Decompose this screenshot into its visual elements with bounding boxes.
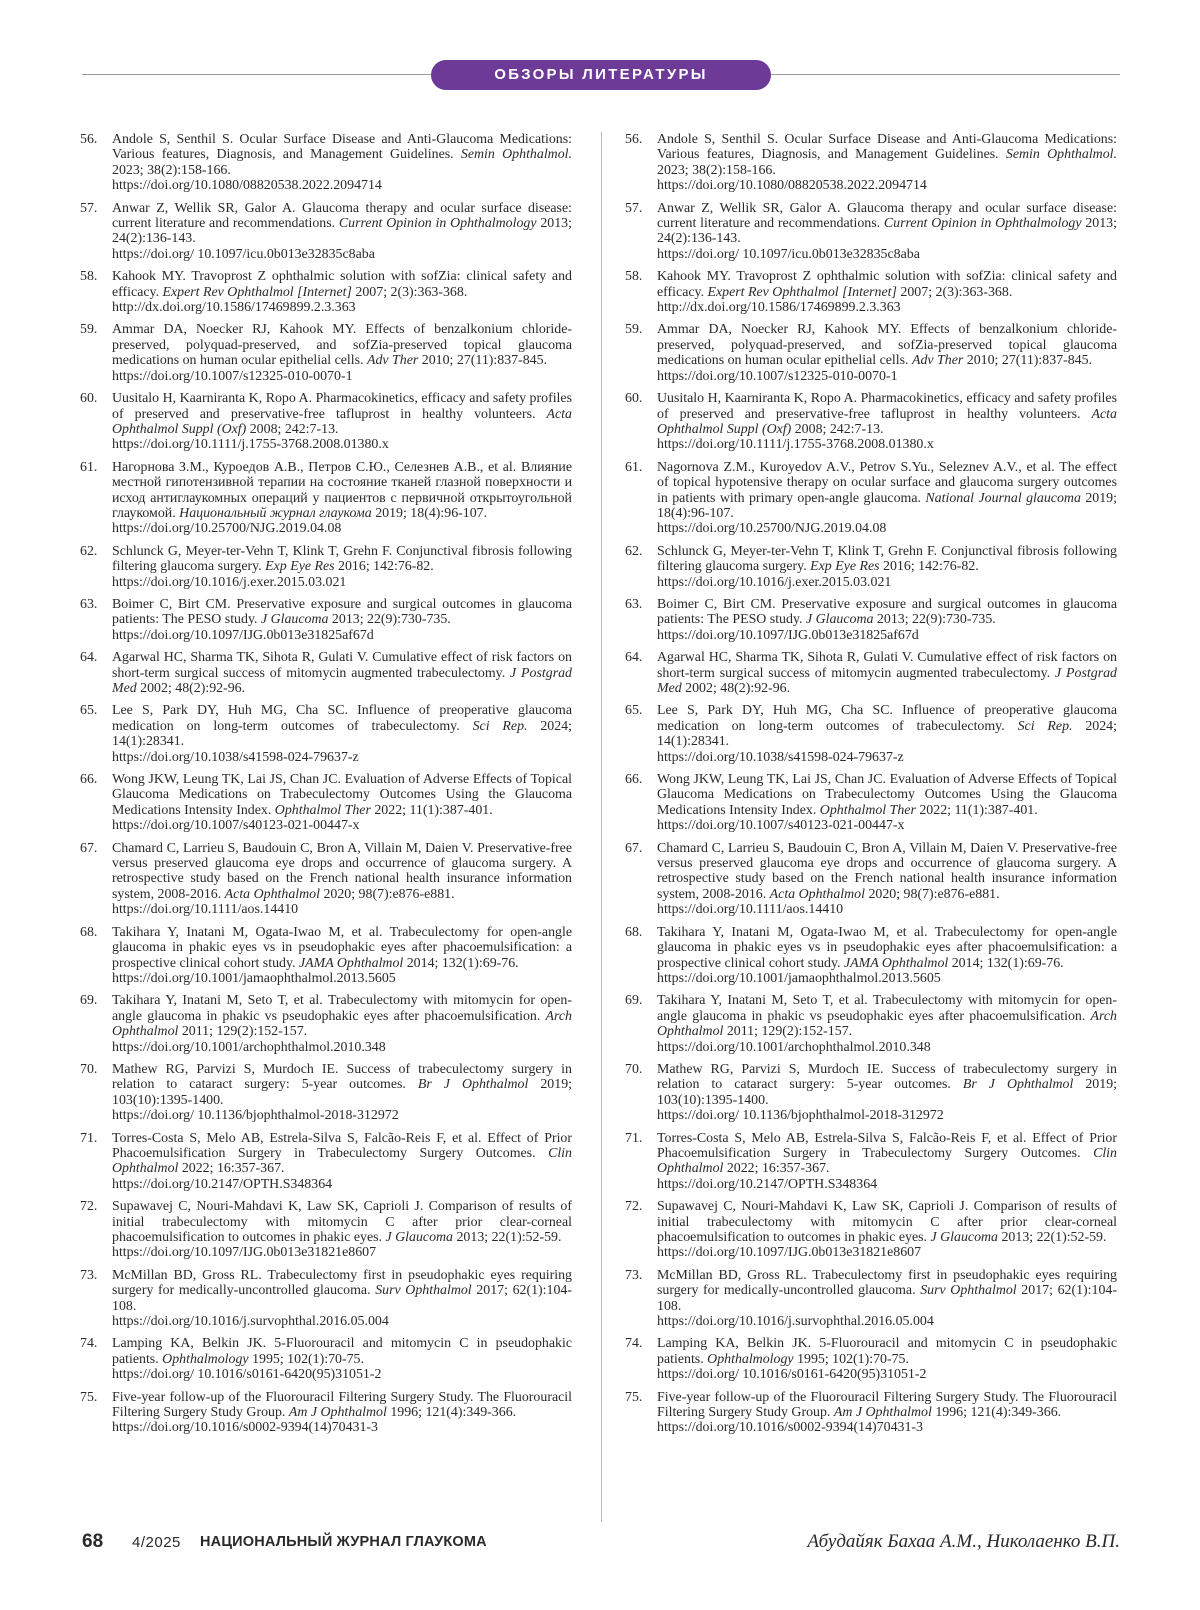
- reference-text: [657, 1268, 1117, 1330]
- reference-segment: Boimer C, Birt CM. Preservative exposure and surgical outcomes in glaucoma patients: The PESO study.: [657, 596, 1117, 628]
- reference-segment: 2020; 98(7):e876-e881.: [319, 886, 455, 902]
- reference-segment: 2008; 242:7-13.: [791, 421, 884, 437]
- reference-item: [80, 1268, 572, 1330]
- reference-segment: Uusitalo H, Kaarniranta K, Ropo A. Pharmacokinetics, efficacy and safety profiles of preserved and preservative-free tafluprost in healthy volunteers.: [657, 391, 1117, 422]
- doi-link[interactable]: https://doi.org/ 10.1097/icu.0b013e32835c8aba: [112, 246, 375, 262]
- reference-item: [80, 1131, 572, 1193]
- doi-link[interactable]: https://doi.org/10.1038/s41598-024-79637-z: [657, 749, 904, 765]
- doi-link[interactable]: https://doi.org/10.1097/IJG.0b013e31825af67d: [657, 627, 919, 643]
- reference-segment: Takihara Y, Inatani M, Ogata-Iwao M, et al. Trabeculectomy for open-angle glaucoma in phakic eyes vs in pseudophakic eyes after phacoemulsification: a prospective clinical cohort study.: [657, 924, 1117, 971]
- reference-text: [112, 703, 572, 765]
- journal-title: J Glaucoma: [805, 612, 874, 628]
- reference-text: [112, 460, 572, 537]
- reference-text: [112, 1390, 572, 1436]
- reference-item: [80, 703, 572, 765]
- journal-title: National Journal glaucoma: [925, 490, 1081, 506]
- reference-item: [625, 772, 1117, 834]
- reference-item: [80, 1390, 572, 1436]
- reference-segment: Mathew RG, Parvizi S, Murdoch IE. Success of trabeculectomy surgery in relation to cataract surgery: 5-year outcomes.: [657, 1061, 1117, 1093]
- reference-segment: 1996; 121(4):349-366.: [931, 1405, 1062, 1421]
- journal-title: Arch Ophthalmol: [657, 1008, 1117, 1040]
- reference-segment: Lee S, Park DY, Huh MG, Cha SC. Influence of preoperative glaucoma medication on long-term outcomes of trabeculectomy.: [112, 703, 572, 734]
- reference-text: [657, 391, 1117, 453]
- doi-link[interactable]: https://doi.org/10.1038/s41598-024-79637-z: [112, 749, 359, 765]
- doi-link[interactable]: https://doi.org/10.1111/j.1755-3768.2008.01380.x: [112, 437, 389, 453]
- reference-segment: Chamard C, Larrieu S, Baudouin C, Bron A, Villain M, Daien V. Preservative-free versus preserved glaucoma eye drops and occurrence of glaucoma surgery. A retrospective study based on the French national health insurance information system, 2008-2016.: [657, 840, 1117, 902]
- reference-segment: 2002; 48(2):92-96.: [681, 681, 791, 696]
- journal-title: Am J Ophthalmol: [288, 1405, 387, 1421]
- reference-segment: 2020; 98(7):e876-e881.: [864, 886, 1000, 902]
- reference-segment: 2022; 11(1):387-401.: [370, 802, 493, 818]
- reference-segment: 1995; 102(1):70-75.: [248, 1351, 364, 1367]
- page-footer: [82, 1531, 1120, 1557]
- reference-segment: 2019; 103(10):1395-1400.: [112, 1077, 573, 1108]
- reference-segment: 2014; 132(1):69-76.: [948, 955, 1064, 971]
- reference-text: [112, 322, 572, 384]
- reference-text: [112, 993, 572, 1055]
- reference-text: [112, 841, 572, 918]
- reference-item: [625, 650, 1117, 696]
- doi-link[interactable]: https://doi.org/ 10.1016/s0161-6420(95)31051-2: [657, 1367, 927, 1383]
- journal-title: JAMA Ophthalmol: [298, 955, 404, 971]
- journal-title: Br J Ophthalmol: [962, 1077, 1074, 1093]
- journal-title: Expert Rev Ophthalmol [Internet]: [707, 284, 897, 300]
- journal-title: Acta Ophthalmol: [224, 886, 320, 902]
- journal-title: Arch Ophthalmol: [112, 1008, 572, 1040]
- doi-link[interactable]: https://doi.org/ 10.1016/s0161-6420(95)31051-2: [112, 1367, 382, 1383]
- reference-segment: 2017; 62(1):104-108.: [112, 1283, 572, 1314]
- journal-title: Ophthalmol Ther: [819, 802, 916, 818]
- reference-segment: 2010; 27(11):837-845.: [963, 353, 1093, 369]
- reference-number: 73.: [625, 1267, 643, 1283]
- doi-link[interactable]: https://doi.org/10.1016/j.exer.2015.03.021: [112, 574, 347, 590]
- reference-number: 64.: [80, 650, 98, 666]
- reference-item: [625, 993, 1117, 1055]
- reference-number: 64.: [625, 650, 643, 666]
- reference-segment: 2013; 22(1):52-59.: [453, 1230, 562, 1245]
- reference-segment: 2019; 103(10):1395-1400.: [657, 1077, 1118, 1108]
- reference-text: [112, 925, 572, 987]
- reference-number: 67.: [80, 840, 98, 856]
- reference-number: 63.: [625, 596, 643, 612]
- reference-number: 59.: [625, 322, 643, 338]
- reference-item: [625, 269, 1117, 315]
- reference-text: [657, 772, 1117, 834]
- reference-segment: 2024; 14(1):28341.: [657, 718, 1117, 750]
- reference-number: 72.: [625, 1199, 643, 1215]
- doi-link[interactable]: https://doi.org/10.1097/IJG.0b013e31825af67d: [112, 627, 374, 643]
- reference-item: [80, 132, 572, 194]
- reference-number: 60.: [80, 391, 98, 407]
- reference-item: [80, 1336, 572, 1382]
- doi-link[interactable]: https://doi.org/ 10.1136/bjophthalmol-2018-312972: [112, 1108, 399, 1124]
- reference-number: 67.: [625, 840, 643, 856]
- reference-segment: 2007; 2(3):363-368.: [351, 284, 468, 300]
- doi-link[interactable]: https://doi.org/10.1097/IJG.0b013e31821e8607: [657, 1245, 922, 1261]
- column-divider: [601, 132, 602, 1522]
- reference-segment: Boimer C, Birt CM. Preservative exposure and surgical outcomes in glaucoma patients: The PESO study.: [112, 596, 572, 628]
- journal-title: J Glaucoma: [930, 1230, 999, 1245]
- reference-text: [657, 925, 1117, 987]
- journal-title: Adv Ther: [911, 353, 964, 369]
- reference-text: [657, 132, 1117, 194]
- reference-item: [625, 1336, 1117, 1382]
- reference-number: 72.: [80, 1199, 98, 1215]
- reference-number: 60.: [625, 391, 643, 407]
- reference-text: [112, 201, 572, 263]
- doi-link[interactable]: https://doi.org/10.1111/j.1755-3768.2008.01380.x: [657, 437, 934, 453]
- section-title-badge: ОБЗОРЫ ЛИТЕРАТУРЫ: [431, 60, 771, 90]
- reference-text: [112, 772, 572, 834]
- doi-link[interactable]: https://doi.org/ 10.1097/icu.0b013e32835c8aba: [657, 246, 920, 262]
- reference-number: 66.: [80, 772, 98, 788]
- reference-segment: 2013; 22(9):730-735.: [873, 612, 996, 628]
- doi-link[interactable]: https://doi.org/10.1111/aos.14410: [112, 902, 299, 918]
- reference-segment: Torres-Costa S, Melo AB, Estrela-Silva S, Falcão-Reis F, et al. Effect of Prior Phacoemulsification Surgery in Trabeculectomy Surgery Outcomes.: [657, 1130, 1117, 1161]
- reference-segment: Andole S, Senthil S. Ocular Surface Disease and Anti-Glaucoma Medications: Various features, Diagnosis, and Management Guidelines.: [657, 132, 1117, 163]
- doi-link[interactable]: https://doi.org/10.25700/NJG.2019.04.08: [657, 521, 887, 537]
- reference-item: [80, 544, 572, 590]
- reference-item: [625, 322, 1117, 384]
- reference-segment: Andole S, Senthil S. Ocular Surface Disease and Anti-Glaucoma Medications: Various features, Diagnosis, and Management Guidelines.: [112, 132, 572, 163]
- doi-link[interactable]: https://doi.org/10.1007/s40123-021-00447-x: [112, 818, 360, 834]
- reference-item: [80, 460, 572, 537]
- reference-text: [112, 597, 572, 643]
- reference-number: 57.: [625, 200, 643, 216]
- reference-number: 61.: [625, 459, 643, 475]
- journal-title: Semin Ophthalmol.: [1005, 147, 1117, 163]
- reference-segment: Lee S, Park DY, Huh MG, Cha SC. Influence of preoperative glaucoma medication on long-term outcomes of trabeculectomy.: [657, 703, 1117, 734]
- reference-number: 62.: [80, 543, 98, 559]
- reference-segment: 2024; 14(1):28341.: [112, 718, 572, 750]
- reference-segment: 2019; 18(4):96-107.: [371, 505, 488, 521]
- journal-title: Am J Ophthalmol: [833, 1405, 932, 1421]
- reference-number: 56.: [625, 132, 643, 147]
- reference-segment: Anwar Z, Wellik SR, Galor A. Glaucoma therapy and ocular surface disease: current literature and recommendations.: [112, 200, 572, 232]
- reference-segment: Wong JKW, Leung TK, Lai JS, Chan JC. Evaluation of Adverse Effects of Topical Glaucoma Medications on Trabeculectomy Outcomes Using the Glaucoma Medications Intensity Index.: [112, 772, 572, 818]
- references-column-russian: [80, 132, 572, 1443]
- journal-title: Ophthalmology: [707, 1351, 794, 1367]
- reference-text: [657, 201, 1117, 263]
- reference-number: 66.: [625, 772, 643, 788]
- journal-title: JAMA Ophthalmol: [843, 955, 949, 971]
- journal-title: Exp Eye Res: [810, 559, 880, 575]
- reference-segment: 2007; 2(3):363-368.: [896, 284, 1013, 300]
- journal-title: J Postgrad Med: [112, 665, 572, 696]
- reference-item: [625, 597, 1117, 643]
- doi-link[interactable]: https://doi.org/10.1097/IJG.0b013e31821e8607: [112, 1245, 377, 1261]
- journal-title: Acta Ophthalmol: [769, 886, 865, 902]
- reference-text: [657, 460, 1117, 537]
- reference-segment: 2008; 242:7-13.: [246, 421, 339, 437]
- reference-item: [625, 925, 1117, 987]
- reference-number: 57.: [80, 200, 98, 216]
- doi-link[interactable]: https://doi.org/10.1007/s40123-021-00447-x: [657, 818, 905, 834]
- reference-segment: Agarwal HC, Sharma TK, Sihota R, Gulati V. Cumulative effect of risk factors on short-term surgical success of mitomycin augmented trabeculectomy.: [112, 650, 572, 681]
- reference-segment: Ammar DA, Noecker RJ, Kahook MY. Effects of benzalkonium chloride-preserved, polyquad-preserved, and sofZia-preserved topical glaucoma medications on human ocular epithelial cells.: [112, 322, 572, 369]
- reference-segment: Five-year follow-up of the Fluorouracil Filtering Surgery Study. The Fluorouracil Filtering Surgery Study Group.: [112, 1389, 572, 1421]
- reference-number: 65.: [625, 703, 643, 719]
- reference-segment: McMillan BD, Gross RL. Trabeculectomy first in pseudophakic eyes requiring surgery for medically-uncontrolled glaucoma.: [657, 1267, 1117, 1299]
- reference-number: 69.: [625, 993, 643, 1009]
- journal-title: Ophthalmol Ther: [274, 802, 371, 818]
- reference-number: 74.: [625, 1336, 643, 1352]
- reference-item: [625, 1062, 1117, 1124]
- reference-segment: 2013; 24(2):136-143.: [657, 216, 1117, 247]
- reference-segment: 2014; 132(1):69-76.: [403, 955, 519, 971]
- reference-segment: Anwar Z, Wellik SR, Galor A. Glaucoma therapy and ocular surface disease: current literature and recommendations.: [657, 200, 1117, 232]
- reference-number: 73.: [80, 1267, 98, 1283]
- reference-item: [625, 1199, 1117, 1261]
- reference-item: [80, 650, 572, 696]
- reference-text: [112, 1336, 572, 1382]
- reference-number: 71.: [625, 1130, 643, 1146]
- doi-link[interactable]: https://doi.org/10.1016/j.survophthal.2016.05.004: [112, 1314, 389, 1330]
- reference-item: [625, 841, 1117, 918]
- reference-text: [112, 1062, 572, 1124]
- reference-text: [112, 391, 572, 453]
- doi-link[interactable]: https://doi.org/10.25700/NJG.2019.04.08: [112, 521, 342, 537]
- journal-title: Национальный журнал глаукома: [179, 505, 372, 521]
- reference-number: 75.: [80, 1389, 98, 1405]
- reference-segment: 2023; 38(2):158-166.: [112, 162, 231, 178]
- reference-segment: 2013; 22(1):52-59.: [998, 1230, 1107, 1245]
- reference-segment: 2013; 24(2):136-143.: [112, 216, 572, 247]
- reference-item: [625, 201, 1117, 263]
- reference-segment: Kahook MY. Travoprost Z ophthalmic solution with sofZia: clinical safety and efficacy.: [657, 269, 1117, 300]
- reference-segment: Takihara Y, Inatani M, Seto T, et al. Trabeculectomy with mitomycin for open-angle glaucoma in phakic vs pseudophakic eyes after phacoemulsification.: [657, 993, 1117, 1024]
- reference-segment: Нагорнова З.М., Куроедов А.В., Петров С.Ю., Селезнев А.В., et al. Влияние местной гипотензивной терапии на состояние тканей глазной поверхности и исход антиглаукомных операций у пациентов с первичной открытоугольной глаукомой.: [112, 459, 572, 521]
- reference-segment: 2019; 18(4):96-107.: [657, 490, 1117, 521]
- reference-segment: Supawavej C, Nouri-Mahdavi K, Law SK, Caprioli J. Comparison of results of initial trabeculectomy with mitomycin C after prior clear-corneal phacoemulsification to outcomes in phakic eyes.: [112, 1199, 572, 1245]
- doi-link[interactable]: https://doi.org/10.1016/s0002-9394(14)70431-3: [657, 1420, 923, 1436]
- page-number: 68: [82, 1531, 104, 1552]
- doi-link[interactable]: https://doi.org/10.1016/j.survophthal.2016.05.004: [657, 1314, 934, 1330]
- journal-title: Surv Ophthalmol: [375, 1283, 472, 1299]
- issue-number: 4/2025: [132, 1534, 181, 1551]
- journal-title: Acta Ophthalmol Suppl (Oxf): [112, 406, 572, 437]
- doi-link[interactable]: https://doi.org/10.1001/jamaophthalmol.2013.5605: [112, 970, 396, 986]
- journal-title: Surv Ophthalmol: [920, 1283, 1017, 1299]
- reference-item: [80, 201, 572, 263]
- doi-link[interactable]: http://dx.doi.org/10.1586/17469899.2.3.363: [112, 300, 356, 316]
- reference-number: 68.: [80, 924, 98, 940]
- reference-number: 74.: [80, 1336, 98, 1352]
- reference-text: [657, 703, 1117, 765]
- reference-item: [625, 132, 1117, 194]
- reference-number: 71.: [80, 1130, 98, 1146]
- reference-item: [625, 544, 1117, 590]
- journal-title: Clin Ophthalmol: [112, 1145, 572, 1177]
- journal-title: J Glaucoma: [260, 612, 329, 628]
- reference-segment: 2022; 16:357-367.: [723, 1161, 830, 1177]
- reference-segment: Schlunck G, Meyer-ter-Vehn T, Klink T, Grehn F. Conjunctival fibrosis following filtering glaucoma surgery.: [657, 543, 1117, 575]
- reference-item: [80, 322, 572, 384]
- journal-title: Current Opinion in Ophthalmology: [883, 216, 1082, 232]
- reference-text: [112, 650, 572, 696]
- reference-text: [657, 1131, 1117, 1193]
- reference-segment: Wong JKW, Leung TK, Lai JS, Chan JC. Evaluation of Adverse Effects of Topical Glaucoma Medications on Trabeculectomy Outcomes Using the Glaucoma Medications Intensity Index.: [657, 772, 1117, 818]
- reference-text: [112, 1131, 572, 1193]
- reference-item: [625, 391, 1117, 453]
- reference-segment: 2002; 48(2):92-96.: [136, 681, 246, 696]
- reference-item: [80, 1199, 572, 1261]
- journal-title: Clin Ophthalmol: [657, 1145, 1117, 1177]
- reference-text: [657, 269, 1117, 315]
- reference-text: [112, 544, 572, 590]
- reference-segment: 2011; 129(2):152-157.: [723, 1024, 853, 1040]
- doi-link[interactable]: https://doi.org/10.1111/aos.14410: [657, 902, 844, 918]
- journal-title: Expert Rev Ophthalmol [Internet]: [162, 284, 352, 300]
- reference-number: 58.: [80, 269, 98, 285]
- reference-segment: Ammar DA, Noecker RJ, Kahook MY. Effects of benzalkonium chloride-preserved, polyquad-preserved, and sofZia-preserved topical glaucoma medications on human ocular epithelial cells.: [657, 322, 1117, 369]
- doi-link[interactable]: http://dx.doi.org/10.1586/17469899.2.3.363: [657, 300, 901, 316]
- reference-segment: Nagornova Z.M., Kuroyedov A.V., Petrov S.Yu., Seleznev A.V., et al. The effect of topical hypotensive therapy on ocular surface and glaucoma surgery outcomes in patients with primary open-angle glaucoma.: [657, 459, 1117, 506]
- reference-segment: Lamping KA, Belkin JK. 5-Fluorouracil and mitomycin C in pseudophakic patients.: [112, 1336, 572, 1367]
- reference-number: 58.: [625, 269, 643, 285]
- reference-segment: 2011; 129(2):152-157.: [178, 1024, 308, 1040]
- doi-link[interactable]: https://doi.org/10.1001/archophthalmol.2010.348: [657, 1039, 931, 1055]
- reference-segment: 2022; 16:357-367.: [178, 1161, 285, 1177]
- reference-text: [657, 993, 1117, 1055]
- journal-title: Adv Ther: [366, 353, 419, 369]
- reference-number: 75.: [625, 1389, 643, 1405]
- reference-segment: 2022; 11(1):387-401.: [915, 802, 1038, 818]
- reference-segment: Kahook MY. Travoprost Z ophthalmic solution with sofZia: clinical safety and efficacy.: [112, 269, 572, 300]
- reference-segment: 1996; 121(4):349-366.: [386, 1405, 517, 1421]
- reference-item: [80, 391, 572, 453]
- journal-title: Sci Rep.: [472, 718, 528, 734]
- reference-number: 62.: [625, 543, 643, 559]
- reference-text: [657, 1199, 1117, 1261]
- reference-text: [112, 1199, 572, 1261]
- reference-text: [657, 1336, 1117, 1382]
- reference-item: [80, 772, 572, 834]
- reference-segment: Takihara Y, Inatani M, Seto T, et al. Trabeculectomy with mitomycin for open-angle glaucoma in phakic vs pseudophakic eyes after phacoemulsification.: [112, 993, 572, 1024]
- reference-number: 56.: [80, 132, 98, 147]
- reference-text: [657, 1390, 1117, 1436]
- reference-number: 69.: [80, 993, 98, 1009]
- doi-link[interactable]: https://doi.org/10.2147/OPTH.S348364: [112, 1176, 333, 1192]
- reference-segment: McMillan BD, Gross RL. Trabeculectomy first in pseudophakic eyes requiring surgery for medically-uncontrolled glaucoma.: [112, 1267, 572, 1299]
- doi-link[interactable]: https://doi.org/10.1007/s12325-010-0070-1: [657, 368, 898, 384]
- reference-number: 70.: [625, 1061, 643, 1077]
- reference-text: [657, 322, 1117, 384]
- reference-item: [625, 703, 1117, 765]
- reference-number: 68.: [625, 924, 643, 940]
- reference-item: [80, 269, 572, 315]
- reference-text: [112, 132, 572, 194]
- doi-link[interactable]: https://doi.org/10.1016/s0002-9394(14)70431-3: [112, 1420, 378, 1436]
- journal-name: НАЦИОНАЛЬНЫЙ ЖУРНАЛ ГЛАУКОМА: [200, 1534, 487, 1550]
- journal-title: J Postgrad Med: [657, 665, 1117, 696]
- journal-title: Exp Eye Res: [265, 559, 335, 575]
- reference-segment: Five-year follow-up of the Fluorouracil Filtering Surgery Study. The Fluorouracil Filtering Surgery Study Group.: [657, 1389, 1117, 1421]
- reference-number: 70.: [80, 1061, 98, 1077]
- journal-title: Semin Ophthalmol.: [460, 147, 572, 163]
- reference-number: 59.: [80, 322, 98, 338]
- reference-number: 61.: [80, 459, 98, 475]
- doi-link[interactable]: https://doi.org/10.1080/08820538.2022.2094714: [657, 178, 927, 194]
- journal-title: Current Opinion in Ophthalmology: [338, 216, 537, 232]
- journal-title: Br J Ophthalmol: [417, 1077, 529, 1093]
- doi-link[interactable]: https://doi.org/10.1016/j.exer.2015.03.021: [657, 574, 892, 590]
- reference-segment: 2016; 142:76-82.: [334, 559, 434, 575]
- reference-item: [80, 1062, 572, 1124]
- reference-segment: 2010; 27(11):837-845.: [418, 353, 548, 369]
- reference-item: [625, 1390, 1117, 1436]
- doi-link[interactable]: https://doi.org/10.1001/jamaophthalmol.2013.5605: [657, 970, 941, 986]
- reference-segment: 2023; 38(2):158-166.: [657, 162, 776, 178]
- reference-item: [625, 460, 1117, 537]
- reference-text: [657, 1062, 1117, 1124]
- journal-title: Acta Ophthalmol Suppl (Oxf): [657, 406, 1117, 437]
- doi-link[interactable]: https://doi.org/10.1001/archophthalmol.2010.348: [112, 1039, 386, 1055]
- reference-segment: 2016; 142:76-82.: [879, 559, 979, 575]
- reference-segment: Schlunck G, Meyer-ter-Vehn T, Klink T, Grehn F. Conjunctival fibrosis following filtering glaucoma surgery.: [112, 543, 572, 575]
- reference-item: [80, 925, 572, 987]
- reference-segment: 1995; 102(1):70-75.: [793, 1351, 909, 1367]
- reference-text: [657, 841, 1117, 918]
- reference-item: [80, 993, 572, 1055]
- reference-text: [657, 544, 1117, 590]
- journal-title: J Glaucoma: [385, 1230, 454, 1245]
- reference-text: [657, 597, 1117, 643]
- reference-segment: Chamard C, Larrieu S, Baudouin C, Bron A, Villain M, Daien V. Preservative-free versus preserved glaucoma eye drops and occurrence of glaucoma surgery. A retrospective study based on the French national health insurance information system, 2008-2016.: [112, 840, 572, 902]
- reference-item: [625, 1268, 1117, 1330]
- reference-item: [80, 597, 572, 643]
- reference-item: [625, 1131, 1117, 1193]
- reference-segment: Lamping KA, Belkin JK. 5-Fluorouracil and mitomycin C in pseudophakic patients.: [657, 1336, 1117, 1367]
- running-authors: Абудайяк Бахаа А.М., Николаенко В.П.: [807, 1531, 1120, 1552]
- doi-link[interactable]: https://doi.org/10.1007/s12325-010-0070-1: [112, 368, 353, 384]
- journal-title: Ophthalmology: [162, 1351, 249, 1367]
- reference-segment: Uusitalo H, Kaarniranta K, Ropo A. Pharmacokinetics, efficacy and safety profiles of preserved and preservative-free tafluprost in healthy volunteers.: [112, 391, 572, 422]
- doi-link[interactable]: https://doi.org/10.2147/OPTH.S348364: [657, 1176, 878, 1192]
- reference-segment: Mathew RG, Parvizi S, Murdoch IE. Success of trabeculectomy surgery in relation to cataract surgery: 5-year outcomes.: [112, 1061, 572, 1093]
- reference-text: [112, 1268, 572, 1330]
- references-column-english: [625, 132, 1117, 1443]
- reference-text: [657, 650, 1117, 696]
- reference-number: 63.: [80, 596, 98, 612]
- reference-segment: Torres-Costa S, Melo AB, Estrela-Silva S, Falcão-Reis F, et al. Effect of Prior Phacoemulsification Surgery in Trabeculectomy Surgery Outcomes.: [112, 1130, 572, 1161]
- journal-title: Sci Rep.: [1017, 718, 1073, 734]
- reference-item: [80, 841, 572, 918]
- reference-segment: 2017; 62(1):104-108.: [657, 1283, 1117, 1314]
- reference-segment: 2013; 22(9):730-735.: [328, 612, 451, 628]
- reference-number: 65.: [80, 703, 98, 719]
- reference-segment: Supawavej C, Nouri-Mahdavi K, Law SK, Caprioli J. Comparison of results of initial trabeculectomy with mitomycin C after prior clear-corneal phacoemulsification to outcomes in phakic eyes.: [657, 1199, 1117, 1245]
- doi-link[interactable]: https://doi.org/ 10.1136/bjophthalmol-2018-312972: [657, 1108, 944, 1124]
- doi-link[interactable]: https://doi.org/10.1080/08820538.2022.2094714: [112, 178, 382, 194]
- reference-segment: Agarwal HC, Sharma TK, Sihota R, Gulati V. Cumulative effect of risk factors on short-term surgical success of mitomycin augmented trabeculectomy.: [657, 650, 1117, 681]
- reference-segment: Takihara Y, Inatani M, Ogata-Iwao M, et al. Trabeculectomy for open-angle glaucoma in phakic eyes vs in pseudophakic eyes after phacoemulsification: a prospective clinical cohort study.: [112, 924, 572, 971]
- reference-text: [112, 269, 572, 315]
